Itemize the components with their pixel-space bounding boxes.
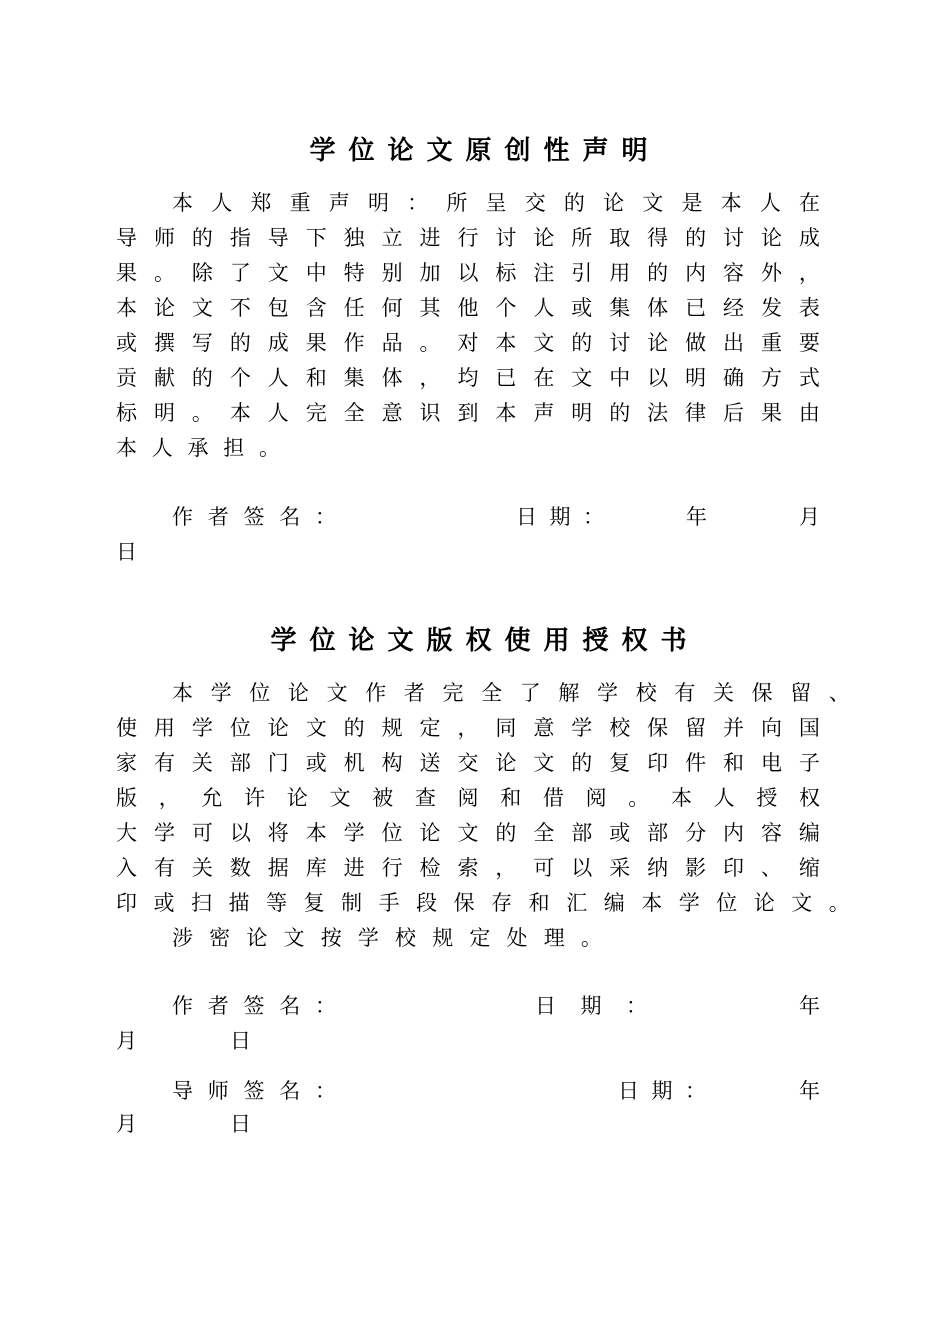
month-label: 月: [116, 1029, 137, 1053]
declaration-line: 导 师 的 指 导 下 独 立 进 行 讨 论 所 取 得 的 讨 论 成: [116, 226, 820, 250]
month-label: 月: [799, 505, 820, 529]
year-label: 年: [799, 1079, 820, 1103]
day-label: 日: [230, 1112, 251, 1136]
authorization-line: 家 有 关 部 门 或 机 构 送 交 论 文 的 复 印 件 和 电 子: [116, 751, 820, 775]
declaration-line: 标 明 。 本 人 完 全 意 识 到 本 声 明 的 法 律 后 果 由: [116, 401, 820, 425]
authorization-title: 学位论文版权使用授权书: [270, 626, 700, 656]
declaration-line: 或 撰 写 的 成 果 作 品 。 对 本 文 的 讨 论 做 出 重 要: [116, 331, 820, 355]
author-signature-label: 作 者 签 名 ：: [172, 505, 336, 529]
day-label: 日: [116, 540, 137, 564]
declaration-line: 果 。 除 了 文 中 特 别 加 以 标 注 引 用 的 内 容 外 ，: [116, 261, 820, 285]
date-label: 日 期 ：: [618, 1079, 706, 1103]
declaration-line: 本 论 文 不 包 含 任 何 其 他 个 人 或 集 体 已 经 发 表: [116, 296, 820, 320]
authorization-line: 大 学 可 以 将 本 学 位 论 文 的 全 部 或 部 分 内 容 编: [116, 821, 820, 845]
authorization-line: 入 有 关 数 据 库 进 行 检 索 ， 可 以 采 纳 影 印 、 缩: [116, 856, 820, 880]
authorization-line: 版 ， 允 许 论 文 被 查 阅 和 借 阅 。 本 人 授 权: [116, 786, 820, 810]
date-label: 日 期 ：: [535, 994, 647, 1018]
declaration-line: 贡 献 的 个 人 和 集 体 ， 均 已 在 文 中 以 明 确 方 式: [116, 366, 820, 390]
month-label: 月: [116, 1112, 137, 1136]
declaration-line: 本 人 承 担 。: [116, 436, 280, 460]
year-label: 年: [799, 994, 820, 1018]
authorization-line: 使 用 学 位 论 文 的 规 定 ， 同 意 学 校 保 留 并 向 国: [116, 716, 820, 740]
advisor-signature-label: 导 师 签 名 ：: [172, 1079, 336, 1103]
day-label: 日: [230, 1029, 251, 1053]
authorization-line: 本 学 位 论 文 作 者 完 全 了 解 学 校 有 关 保 留 、: [172, 681, 850, 705]
authorization-line: 涉 密 论 文 按 学 校 规 定 处 理 。: [172, 926, 602, 950]
authorization-line: 印 或 扫 描 等 复 制 手 段 保 存 和 汇 编 本 学 位 论 文 。: [116, 891, 850, 915]
declaration-title: 学位论文原创性声明: [309, 136, 661, 166]
declaration-line: 本 人 郑 重 声 明 ： 所 呈 交 的 论 文 是 本 人 在: [172, 191, 820, 215]
date-label: 日 期 ：: [516, 505, 604, 529]
author-signature-label: 作 者 签 名 ：: [172, 994, 336, 1018]
year-label: 年: [686, 505, 707, 529]
